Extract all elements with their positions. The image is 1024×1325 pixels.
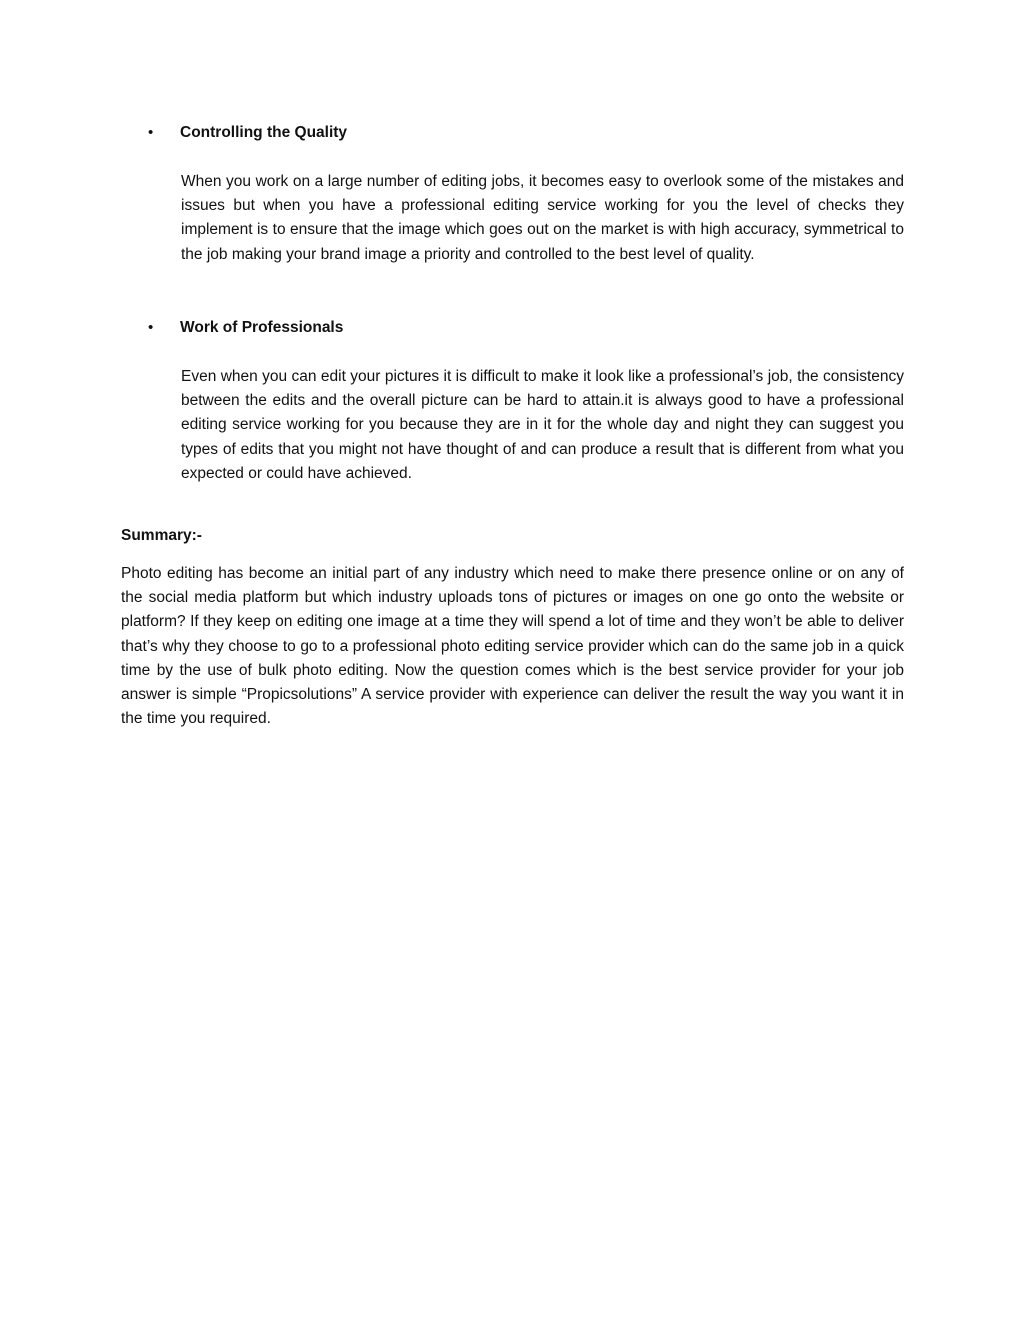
section-paragraph: Even when you can edit your pictures it is difficult to make it look like a professional’s job, the consistency between the edits and the overall picture can be hard to attain.it is always good to have a professional editing service working for you because they are in it for the whole day and night they can suggest you types of edits that you might not have thought of and can produce a result that is different from what you expected or could have achieved. — [181, 368, 904, 482]
bullet-icon: • — [148, 124, 154, 141]
section-title: Work of Professionals — [180, 319, 344, 336]
summary-paragraph: Photo editing has become an initial part of any industry which need to make there presence online or on any of the social media platform but which industry uploads tons of pictures or images on one go onto the website or platform? If they keep on editing one image at a time they will spend a lot of time and they won’t be able to deliver that’s why they choose to go to a professional photo editing service provider which can do the same job in a quick time by the use of bulk photo editing. Now the question comes which is the best service provider for your job answer is simple “Propicsolutions” A service provider with experience can deliver the result the way you want it in the time you required. — [121, 565, 904, 728]
section-title: Controlling the Quality — [180, 124, 348, 141]
section-paragraph: When you work on a large number of editing jobs, it becomes easy to overlook some of the mistakes and issues but when you have a professional editing service working for you the level of checks they implement is to ensure that the image which goes out on the market is with high accuracy, symmetrical to the job making your brand image a priority and controlled to the best level of quality. — [181, 173, 904, 263]
bullet-heading-work-of-professionals — [148, 316, 904, 340]
bullet-icon: • — [148, 319, 154, 336]
bullet-heading-controlling-quality — [148, 121, 904, 145]
summary-heading: Summary:- — [121, 527, 202, 544]
